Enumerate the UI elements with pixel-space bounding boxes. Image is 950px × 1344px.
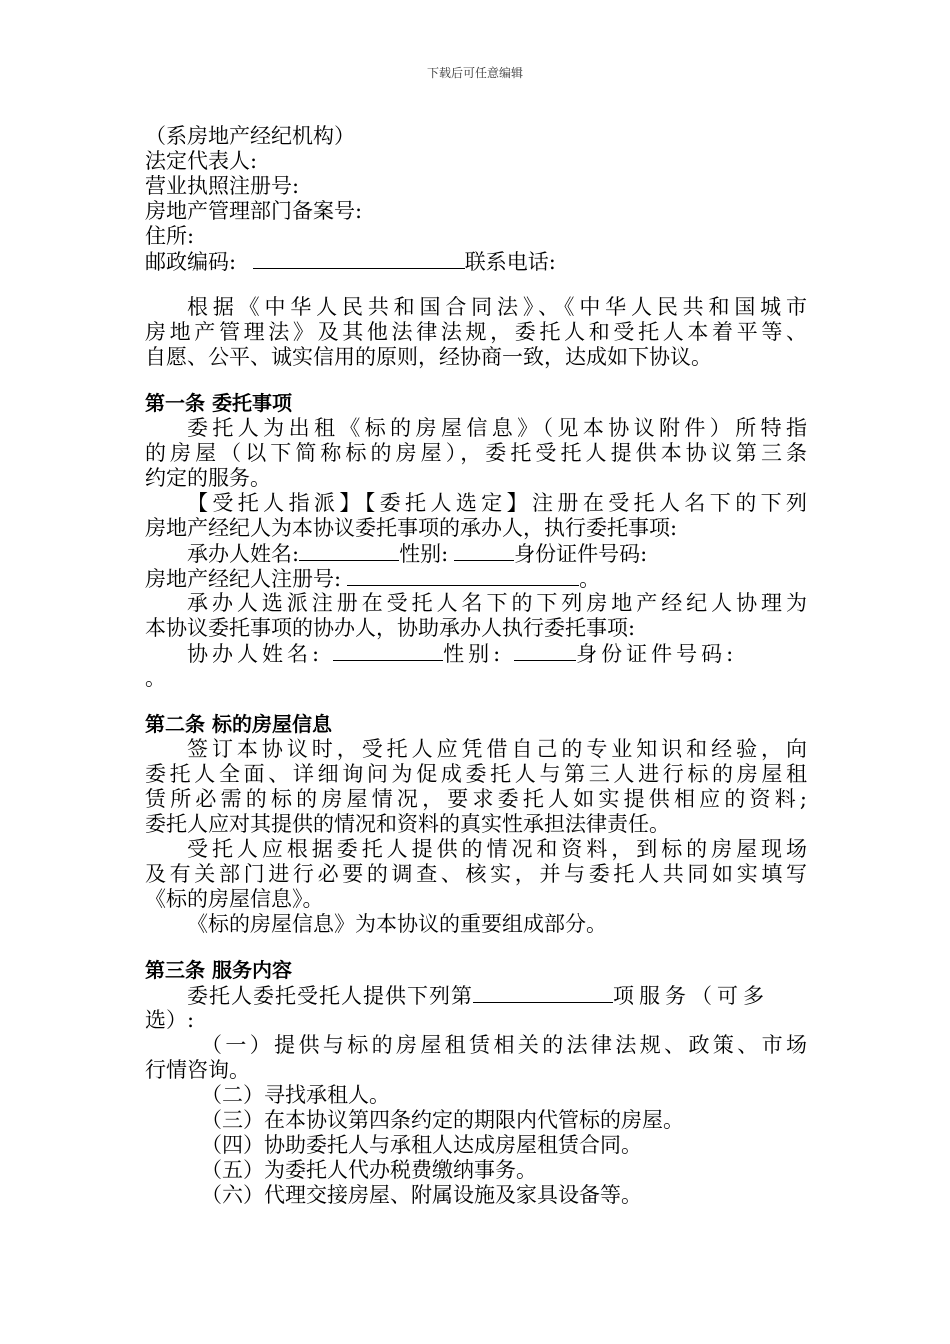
s2-p2-line-1: 受托人应根据委托人提供的情况和资料，到标的房屋现场 bbox=[187, 837, 807, 861]
s1-p3-line-2: 本协议委托事项的协办人，协助承办人执行委托事项: bbox=[145, 616, 636, 640]
s3-item-1a: （一）提供与标的房屋租赁相关的法律法规、政策、市场 bbox=[201, 1033, 807, 1057]
s2-p1-line-2: 委托人全面、详细询问为促成委托人与第三人进行标的房屋租 bbox=[145, 762, 807, 786]
assistant-name-blank bbox=[333, 641, 443, 661]
intro-line-3: 自愿、公平、诚实信用的原则，经协商一致，达成如下协议。 bbox=[145, 345, 712, 369]
s3-item-2: （二）寻找承租人。 bbox=[201, 1083, 390, 1107]
agent-reg-label: 房地产经纪人注册号: bbox=[145, 567, 342, 591]
s3-count-blank bbox=[473, 983, 613, 1003]
agent-reg-period: 。 bbox=[579, 567, 601, 591]
party-type: （系房地产经纪机构） bbox=[145, 124, 355, 148]
assistant-end: 。 bbox=[145, 666, 166, 690]
agent-name-blank bbox=[299, 541, 399, 561]
page-header: 下载后可任意编辑 bbox=[426, 66, 523, 80]
assistant-info-line bbox=[145, 641, 807, 666]
agent-reg-blank bbox=[347, 566, 579, 586]
s1-p1-line-1: 委托人为出租《标的房屋信息》（见本协议附件）所特指 bbox=[187, 416, 807, 440]
agent-gender-label: 性别: bbox=[399, 542, 449, 566]
s3-lead-line bbox=[145, 983, 807, 1008]
section-3-title: 第三条 服务内容 bbox=[145, 958, 292, 982]
s2-p1-line-3: 赁所必需的标的房屋情况，要求委托人如实提供相应的资料; bbox=[145, 787, 807, 811]
s2-p1-line-4: 委托人应对其提供的情况和资料的真实性承担法律责任。 bbox=[145, 812, 670, 836]
s3-item-1b: 行情咨询。 bbox=[145, 1058, 250, 1082]
legal-rep-label: 法定代表人: bbox=[145, 149, 258, 173]
s1-p2-line-2: 房地产经纪人为本协议委托事项的承办人，执行委托事项: bbox=[145, 516, 678, 540]
s3-lead-b: 项服务（可多 bbox=[613, 984, 769, 1008]
s3-item-6: （六）代理交接房屋、附属设施及家具设备等。 bbox=[201, 1183, 642, 1207]
assistant-name-label: 协办人姓名: bbox=[187, 642, 324, 666]
assistant-id-label: 身份证件号码: bbox=[576, 642, 738, 666]
zip-label: 邮政编码: bbox=[145, 250, 237, 274]
section-2-title: 第二条 标的房屋信息 bbox=[145, 712, 332, 736]
document-body bbox=[145, 124, 807, 1208]
zip-blank bbox=[253, 249, 465, 269]
s2-p2-line-3: 《标的房屋信息》。 bbox=[145, 887, 324, 911]
filing-label: 房地产管理部门备案号: bbox=[145, 199, 363, 223]
address-label: 住所: bbox=[145, 224, 195, 248]
s1-p2-line-1: 【受托人指派】【委托人选定】注册在受托人名下的下列 bbox=[187, 491, 807, 515]
intro-line-1: 根据《中华人民共和国合同法》、《中华人民共和国城市 bbox=[187, 295, 807, 319]
s2-p1-line-1: 签订本协议时，受托人应凭借自己的专业知识和经验，向 bbox=[187, 737, 807, 761]
agent-name-label: 承办人姓名: bbox=[187, 542, 300, 566]
agent-reg-line bbox=[145, 566, 807, 591]
zip-phone-line bbox=[145, 249, 807, 274]
assistant-gender-label: 性别: bbox=[443, 642, 505, 666]
intro-line-2: 房地产管理法》及其他法律法规，委托人和受托人本着平等、 bbox=[145, 320, 807, 344]
s3-lead-a: 委托人委托受托人提供下列第 bbox=[187, 984, 473, 1008]
s3-item-5: （五）为委托人代办税费缴纳事务。 bbox=[201, 1158, 537, 1182]
s3-item-3: （三）在本协议第四条约定的期限内代管标的房屋。 bbox=[201, 1108, 684, 1132]
section-1-title: 第一条 委托事项 bbox=[145, 391, 292, 415]
s1-p1-line-3: 约定的服务。 bbox=[145, 466, 271, 490]
s1-p3-line-1: 承办人选派注册在受托人名下的下列房地产经纪人协理为 bbox=[187, 591, 807, 615]
s2-p2-line-2: 及有关部门进行必要的调查、核实，并与委托人共同如实填写 bbox=[145, 862, 807, 886]
agent-info-line bbox=[145, 541, 807, 566]
s3-lead-c: 选）: bbox=[145, 1008, 195, 1032]
license-label: 营业执照注册号: bbox=[145, 174, 300, 198]
agent-gender-blank bbox=[454, 541, 514, 561]
agent-id-label: 身份证件号码: bbox=[514, 542, 648, 566]
phone-label: 联系电话: bbox=[464, 250, 556, 274]
assistant-gender-blank bbox=[514, 641, 576, 661]
s3-item-4: （四）协助委托人与承租人达成房屋租赁合同。 bbox=[201, 1133, 642, 1157]
s1-p1-line-2: 的房屋（以下简称标的房屋），委托受托人提供本协议第三条 bbox=[145, 441, 807, 465]
s2-p3: 《标的房屋信息》为本协议的重要组成部分。 bbox=[187, 912, 607, 936]
